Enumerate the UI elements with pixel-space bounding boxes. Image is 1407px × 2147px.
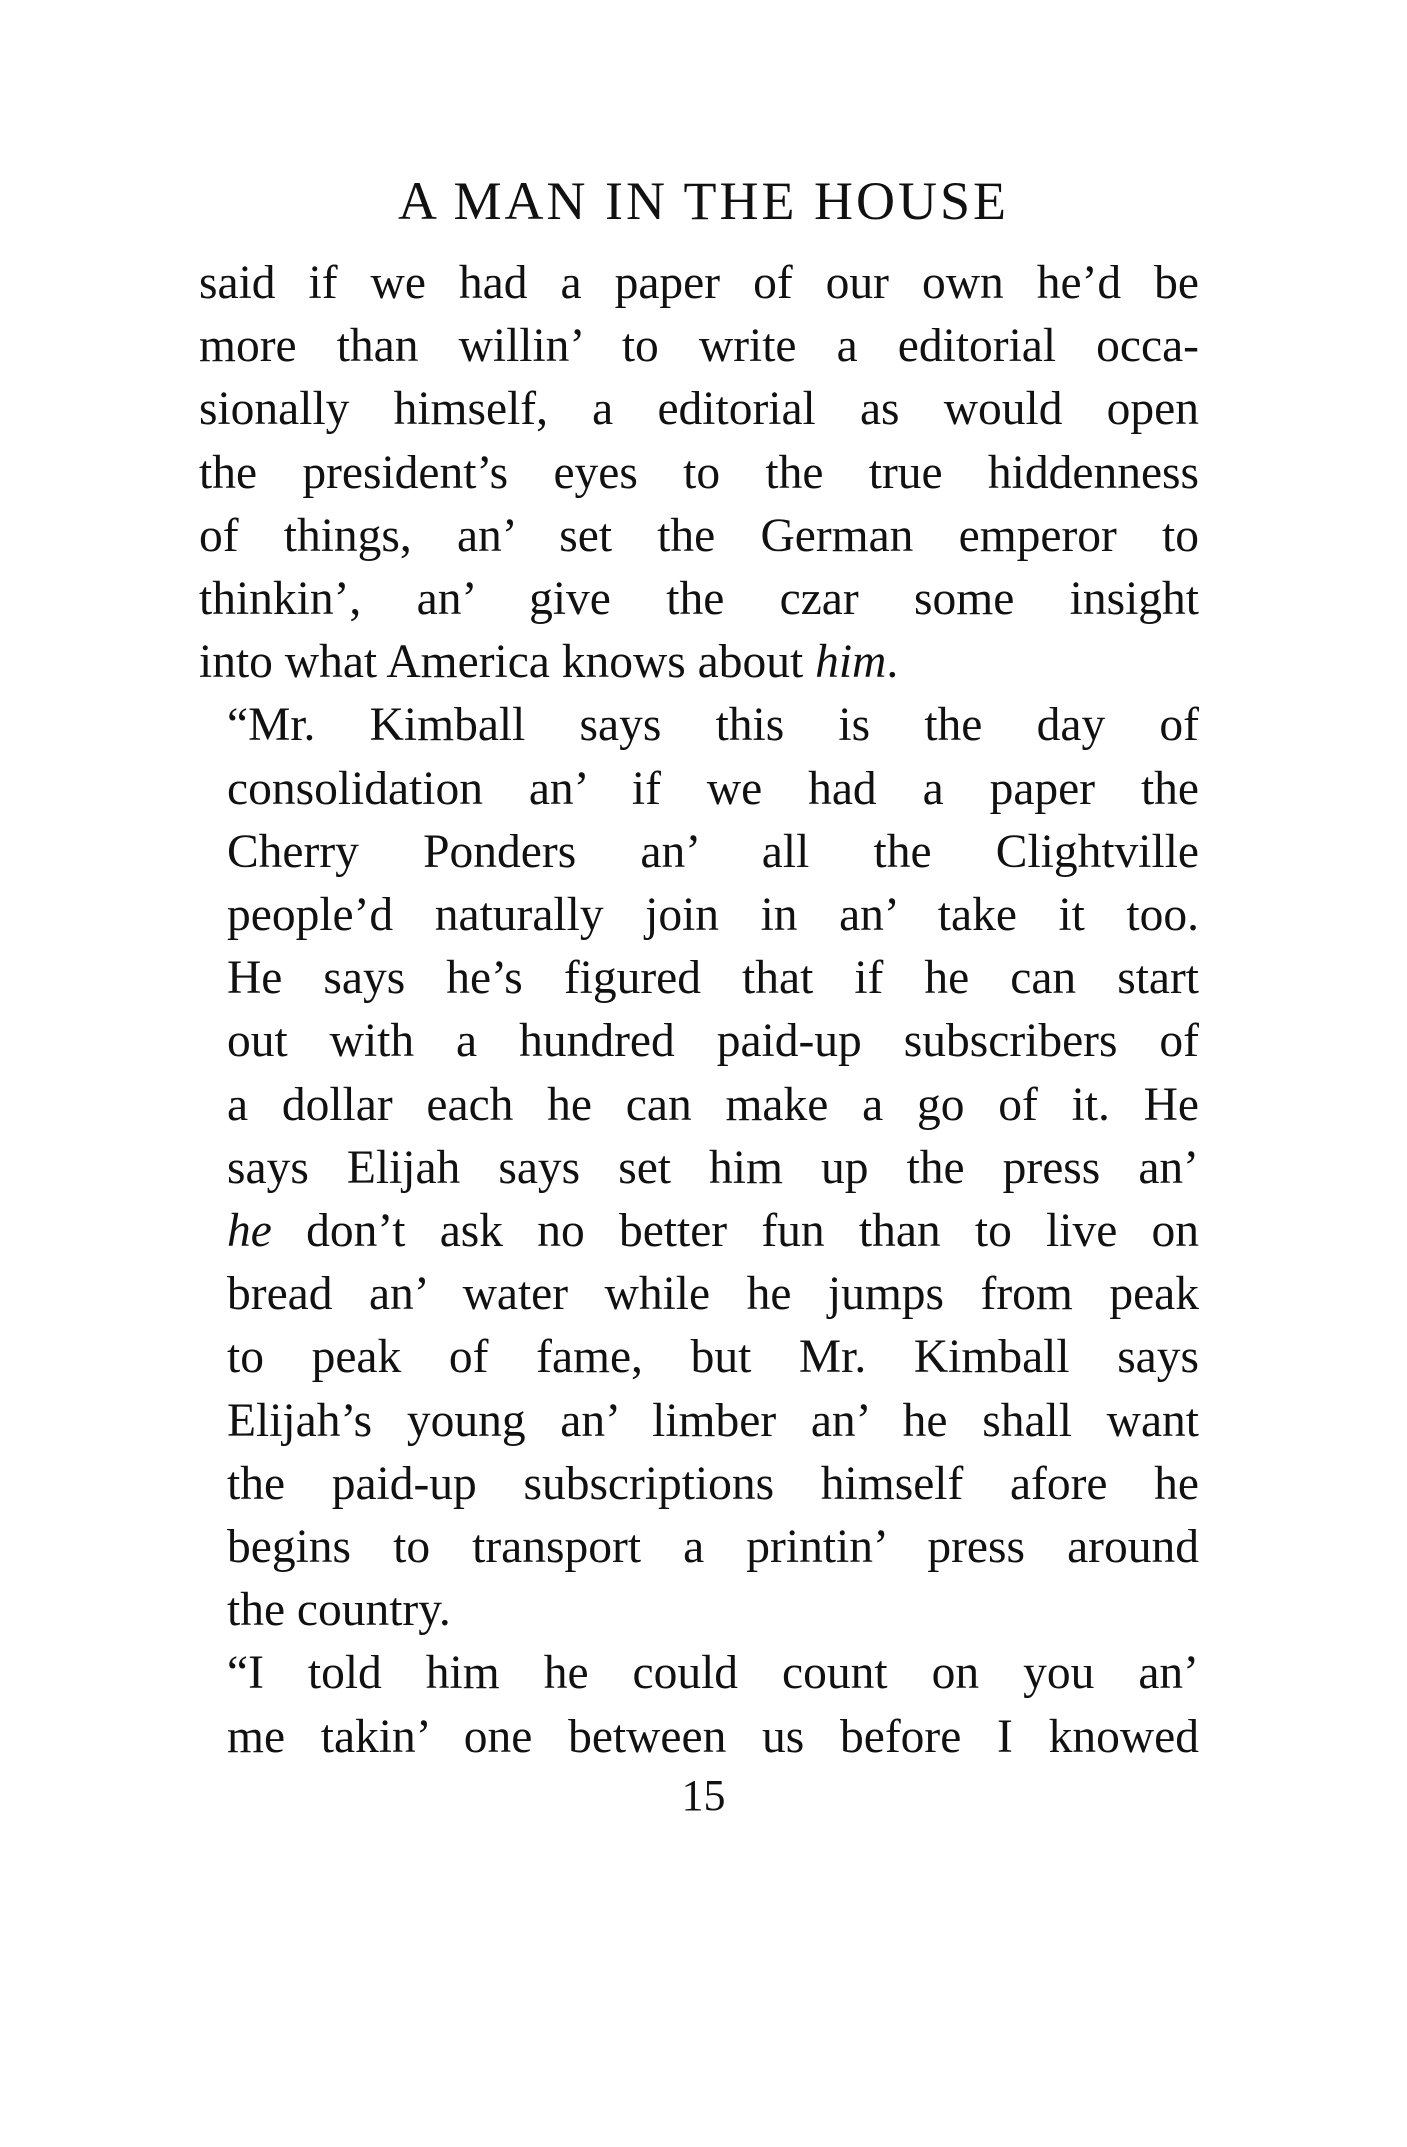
text-fragment: don’t ask no better fun than to live on xyxy=(271,1205,1199,1258)
text-line: sionally himself, a editorial as would open xyxy=(199,383,1199,436)
paragraph-1 xyxy=(199,252,1199,694)
text-line xyxy=(199,1200,1199,1263)
text-line: to peak of fame, but Mr. Kimball says xyxy=(227,1331,1199,1384)
text-line: people’d naturally join in an’ take it too. xyxy=(227,889,1199,942)
text-line xyxy=(199,631,1199,694)
text-line: more than willin’ to write a editorial occa- xyxy=(199,320,1199,373)
text-line: the country. xyxy=(227,1584,451,1637)
text-line: Elijah’s young an’ limber an’ he shall want xyxy=(227,1394,1199,1447)
text-line: the paid-up subscriptions himself afore he xyxy=(227,1457,1199,1510)
text-line: of things, an’ set the German emperor to xyxy=(199,509,1199,562)
text-line: me takin’ one between us before I knowed xyxy=(227,1710,1199,1763)
text-line: He says he’s figured that if he can start xyxy=(227,952,1199,1005)
text-line: a dollar each he can make a go of it. He xyxy=(227,1078,1199,1131)
text-line: says Elijah says set him up the press an’ xyxy=(227,1141,1199,1194)
text-line: begins to transport a printin’ press around xyxy=(227,1521,1199,1574)
text-line: the president’s eyes to the true hiddenness xyxy=(199,446,1199,499)
text-fragment: . xyxy=(886,636,899,689)
body-text xyxy=(199,252,1199,1769)
text-line: “Mr. Kimball says this is the day of xyxy=(227,699,1199,752)
emphasis-text: him xyxy=(815,636,887,689)
text-line: bread an’ water while he jumps from peak xyxy=(227,1268,1199,1321)
text-line: out with a hundred paid-up subscribers of xyxy=(227,1015,1199,1068)
paragraph-3 xyxy=(199,1642,1199,1768)
emphasis-text: he xyxy=(227,1205,272,1258)
text-line: consolidation an’ if we had a paper the xyxy=(227,762,1199,815)
page-number: 15 xyxy=(681,1771,726,1820)
paragraph-2 xyxy=(199,694,1199,1642)
text-line: thinkin’, an’ give the czar some insight xyxy=(199,573,1199,626)
running-header: A MAN IN THE HOUSE xyxy=(397,171,1009,231)
text-line: said if we had a paper of our own he’d be xyxy=(199,257,1199,309)
text-fragment: into what America knows about xyxy=(199,636,816,689)
text-line: “I told him he could count on you an’ xyxy=(227,1647,1199,1700)
text-line: Cherry Ponders an’ all the Clightville xyxy=(227,825,1199,878)
